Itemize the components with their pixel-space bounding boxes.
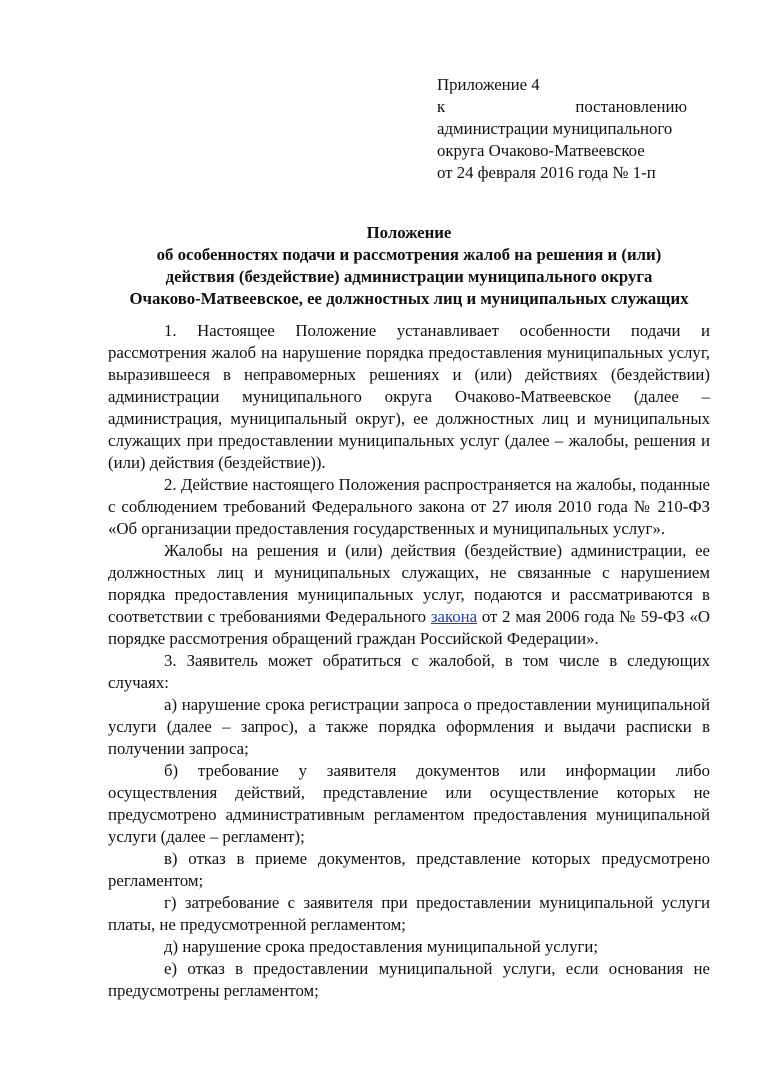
paragraph-complaints-other <box>108 540 710 650</box>
case-g: г) затребование с заявителя при предоставлении муниципальной услуги платы, не предусмотренной регламентом; <box>108 893 710 934</box>
paragraph-3-text-before: Жалобы на решения и (или) действия (бездействие) администрации, ее должностных лиц и муниципальных служащих, не связанные с нарушением порядка предоставления муниципальных услуг, подаются и рассматриваются в соответствии с требованиями Федерального <box>108 541 710 626</box>
case-d: д) нарушение срока предоставления муниципальной услуги; <box>164 937 599 956</box>
case-b: б) требование у заявителя документов или информации либо осуществления действий, представление или осуществление которых не предусмотрено административным регламентом предоставления муниципальной услуги (далее – регламент); <box>108 761 710 846</box>
case-v: в) отказ в приеме документов, представление которых предусмотрено регламентом; <box>108 849 710 890</box>
paragraph-3-text-after: от 2 мая 2006 года № 59-ФЗ «О порядке рассмотрения обращений граждан Российской Федерации». <box>108 607 711 648</box>
title-line-3: действия (бездействие) администрации муниципального округа <box>165 267 653 286</box>
paragraph-3: 3. Заявитель может обратиться с жалобой, в том числе в следующих случаях: <box>108 651 710 692</box>
title-line-2: об особенностях подачи и рассмотрения жалоб на решения и (или) <box>156 245 662 264</box>
appendix-district: округа Очаково-Матвеевское <box>437 141 645 160</box>
appendix-ref-prefix: к <box>437 97 446 116</box>
appendix-ref-line <box>437 96 687 118</box>
appendix-header <box>437 74 687 184</box>
title-line-4: Очаково-Матвеевское, ее должностных лиц и муниципальных служащих <box>129 289 689 308</box>
title-line-1: Положение <box>366 223 452 242</box>
appendix-number: Приложение 4 <box>437 75 540 94</box>
case-e: е) отказ в предоставлении муниципальной услуги, если основания не предусмотрены регламентом; <box>108 959 710 1000</box>
appendix-issuer: администрации муниципального <box>437 119 673 138</box>
appendix-date: от 24 февраля 2016 года № 1-п <box>437 163 656 182</box>
appendix-ref-word: постановлению <box>575 97 687 116</box>
paragraph-1: 1. Настоящее Положение устанавливает особенности подачи и рассмотрения жалоб на нарушение порядка предоставления муниципальных услуг, выразившееся в неправомерных решениях и (или) действиях (бездействии) администрации муниципального округа Очаково-Матвеевское (далее –администрация, муниципальный округ), ее должностных лиц и муниципальных служащих при предоставлении муниципальных услуг (далее – жалобы, решения и (или) действия (бездействие)). <box>108 321 710 472</box>
paragraph-2: 2. Действие настоящего Положения распространяется на жалобы, поданные с соблюдением требований Федерального закона от 27 июля 2010 года № 210-ФЗ «Об организации предоставления государственных и муниципальных услуг». <box>108 475 710 538</box>
law-link[interactable]: закона <box>430 607 478 626</box>
case-a: а) нарушение срока регистрации запроса о предоставлении муниципальной услуги (далее – запрос), а также порядка оформления и выдачи расписки в получении запроса; <box>108 695 710 758</box>
document-body <box>108 320 710 1002</box>
document-title <box>108 222 710 310</box>
